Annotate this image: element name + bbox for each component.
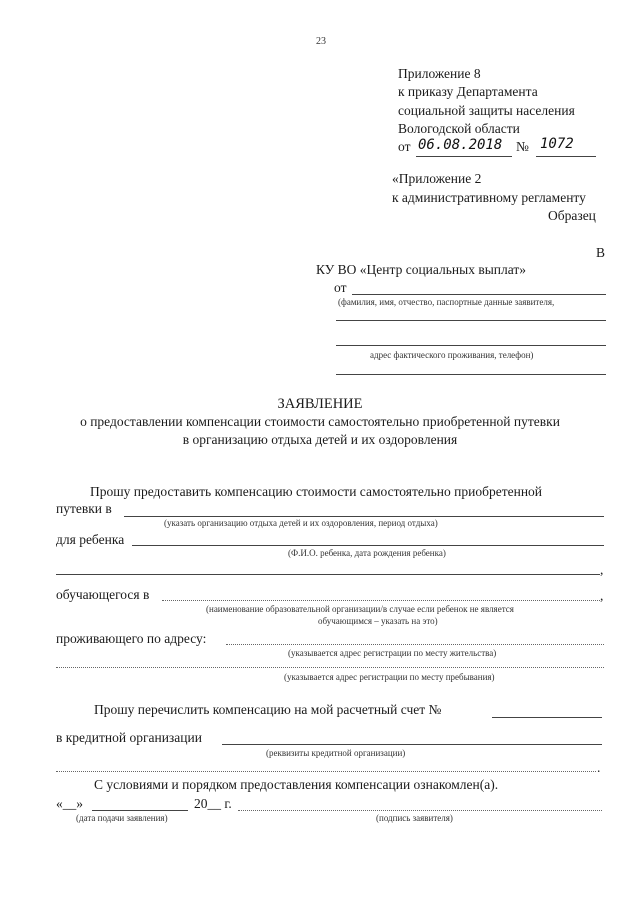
document-subtitle: в организацию отдыха детей и их оздоровления [182,432,458,447]
applicant-line [336,345,606,346]
number-label: № [516,139,529,154]
to-label: В [596,245,606,260]
year-label: 20__ г. [194,796,232,811]
comma: , [600,588,604,603]
appendix-line: Вологодской области [398,121,520,136]
student-label: обучающегося в [56,587,150,602]
page-number: 23 [316,36,326,47]
bank-label: в кредитной организации [56,730,202,745]
document-subtitle: о предоставлении компенсации стоимости самостоятельно приобретенной путевки [80,414,560,429]
bank-field-2 [56,771,596,772]
child-hint: (Ф.И.О. ребенка, дата рождения ребенка) [288,548,446,558]
sample-label: Образец [548,208,596,223]
school-field [162,600,600,601]
date-underline [416,156,512,157]
agree-text: С условиями и порядком предоставления компенсации ознакомлен(а). [94,777,499,792]
stay-hint: (указывается адрес регистрации по месту пребывания) [284,672,495,682]
appendix2-title: «Приложение 2 [392,171,482,186]
comma: , [600,562,604,577]
signature-hint: (подпись заявителя) [376,813,453,823]
from-label: от [398,139,411,154]
child-label: для ребенка [56,532,125,547]
date-quotes: «__» [56,796,83,811]
stay-address-field [56,667,604,668]
applicant-hint: (фамилия, имя, отчество, паспортные данные заявителя, [338,297,555,307]
org-hint: (указать организацию отдыха детей и их оздоровления, период отдыха) [164,518,438,528]
address-label: проживающего по адресу: [56,631,207,646]
applicant-line [336,320,606,321]
request-text: Прошу предоставить компенсацию стоимости самостоятельно приобретенной [90,484,543,499]
appendix-title: Приложение 8 [398,66,481,81]
signature-field [238,810,602,811]
account-field [492,717,602,718]
document-title: ЗАЯВЛЕНИЕ [277,396,363,412]
school-hint: обучающимся – указать на это) [318,616,438,626]
bank-field [222,744,602,745]
order-date: 06.08.2018 [418,137,503,153]
date-hint: (дата подачи заявления) [76,813,168,823]
from-applicant-label: от [334,280,347,295]
transfer-text: Прошу перечислить компенсацию на мой расчетный счет № [94,702,442,717]
recipient-org: КУ ВО «Центр социальных выплат» [316,262,527,277]
applicant-line [336,374,606,375]
date-month-field [92,810,188,811]
reg-hint: (указывается адрес регистрации по месту жительства) [288,648,497,658]
address-hint: адрес фактического проживания, телефон) [370,350,534,360]
school-hint: (наименование образовательной организации/в случае если ребенок не является [206,604,514,614]
child-field [132,545,604,546]
appendix-line: социальной защиты населения [398,103,575,118]
child-field-2 [56,574,600,575]
voucher-label: путевки в [56,501,112,516]
appendix2-line: к административному регламенту [392,190,586,205]
appendix-line: к приказу Департамента [398,84,538,99]
number-underline [536,156,596,157]
applicant-line [352,294,606,295]
bank-hint: (реквизиты кредитной организации) [266,748,406,758]
voucher-field [124,516,604,517]
order-number: 1072 [540,136,574,152]
reg-address-field [226,644,604,645]
dot: . [597,760,601,775]
